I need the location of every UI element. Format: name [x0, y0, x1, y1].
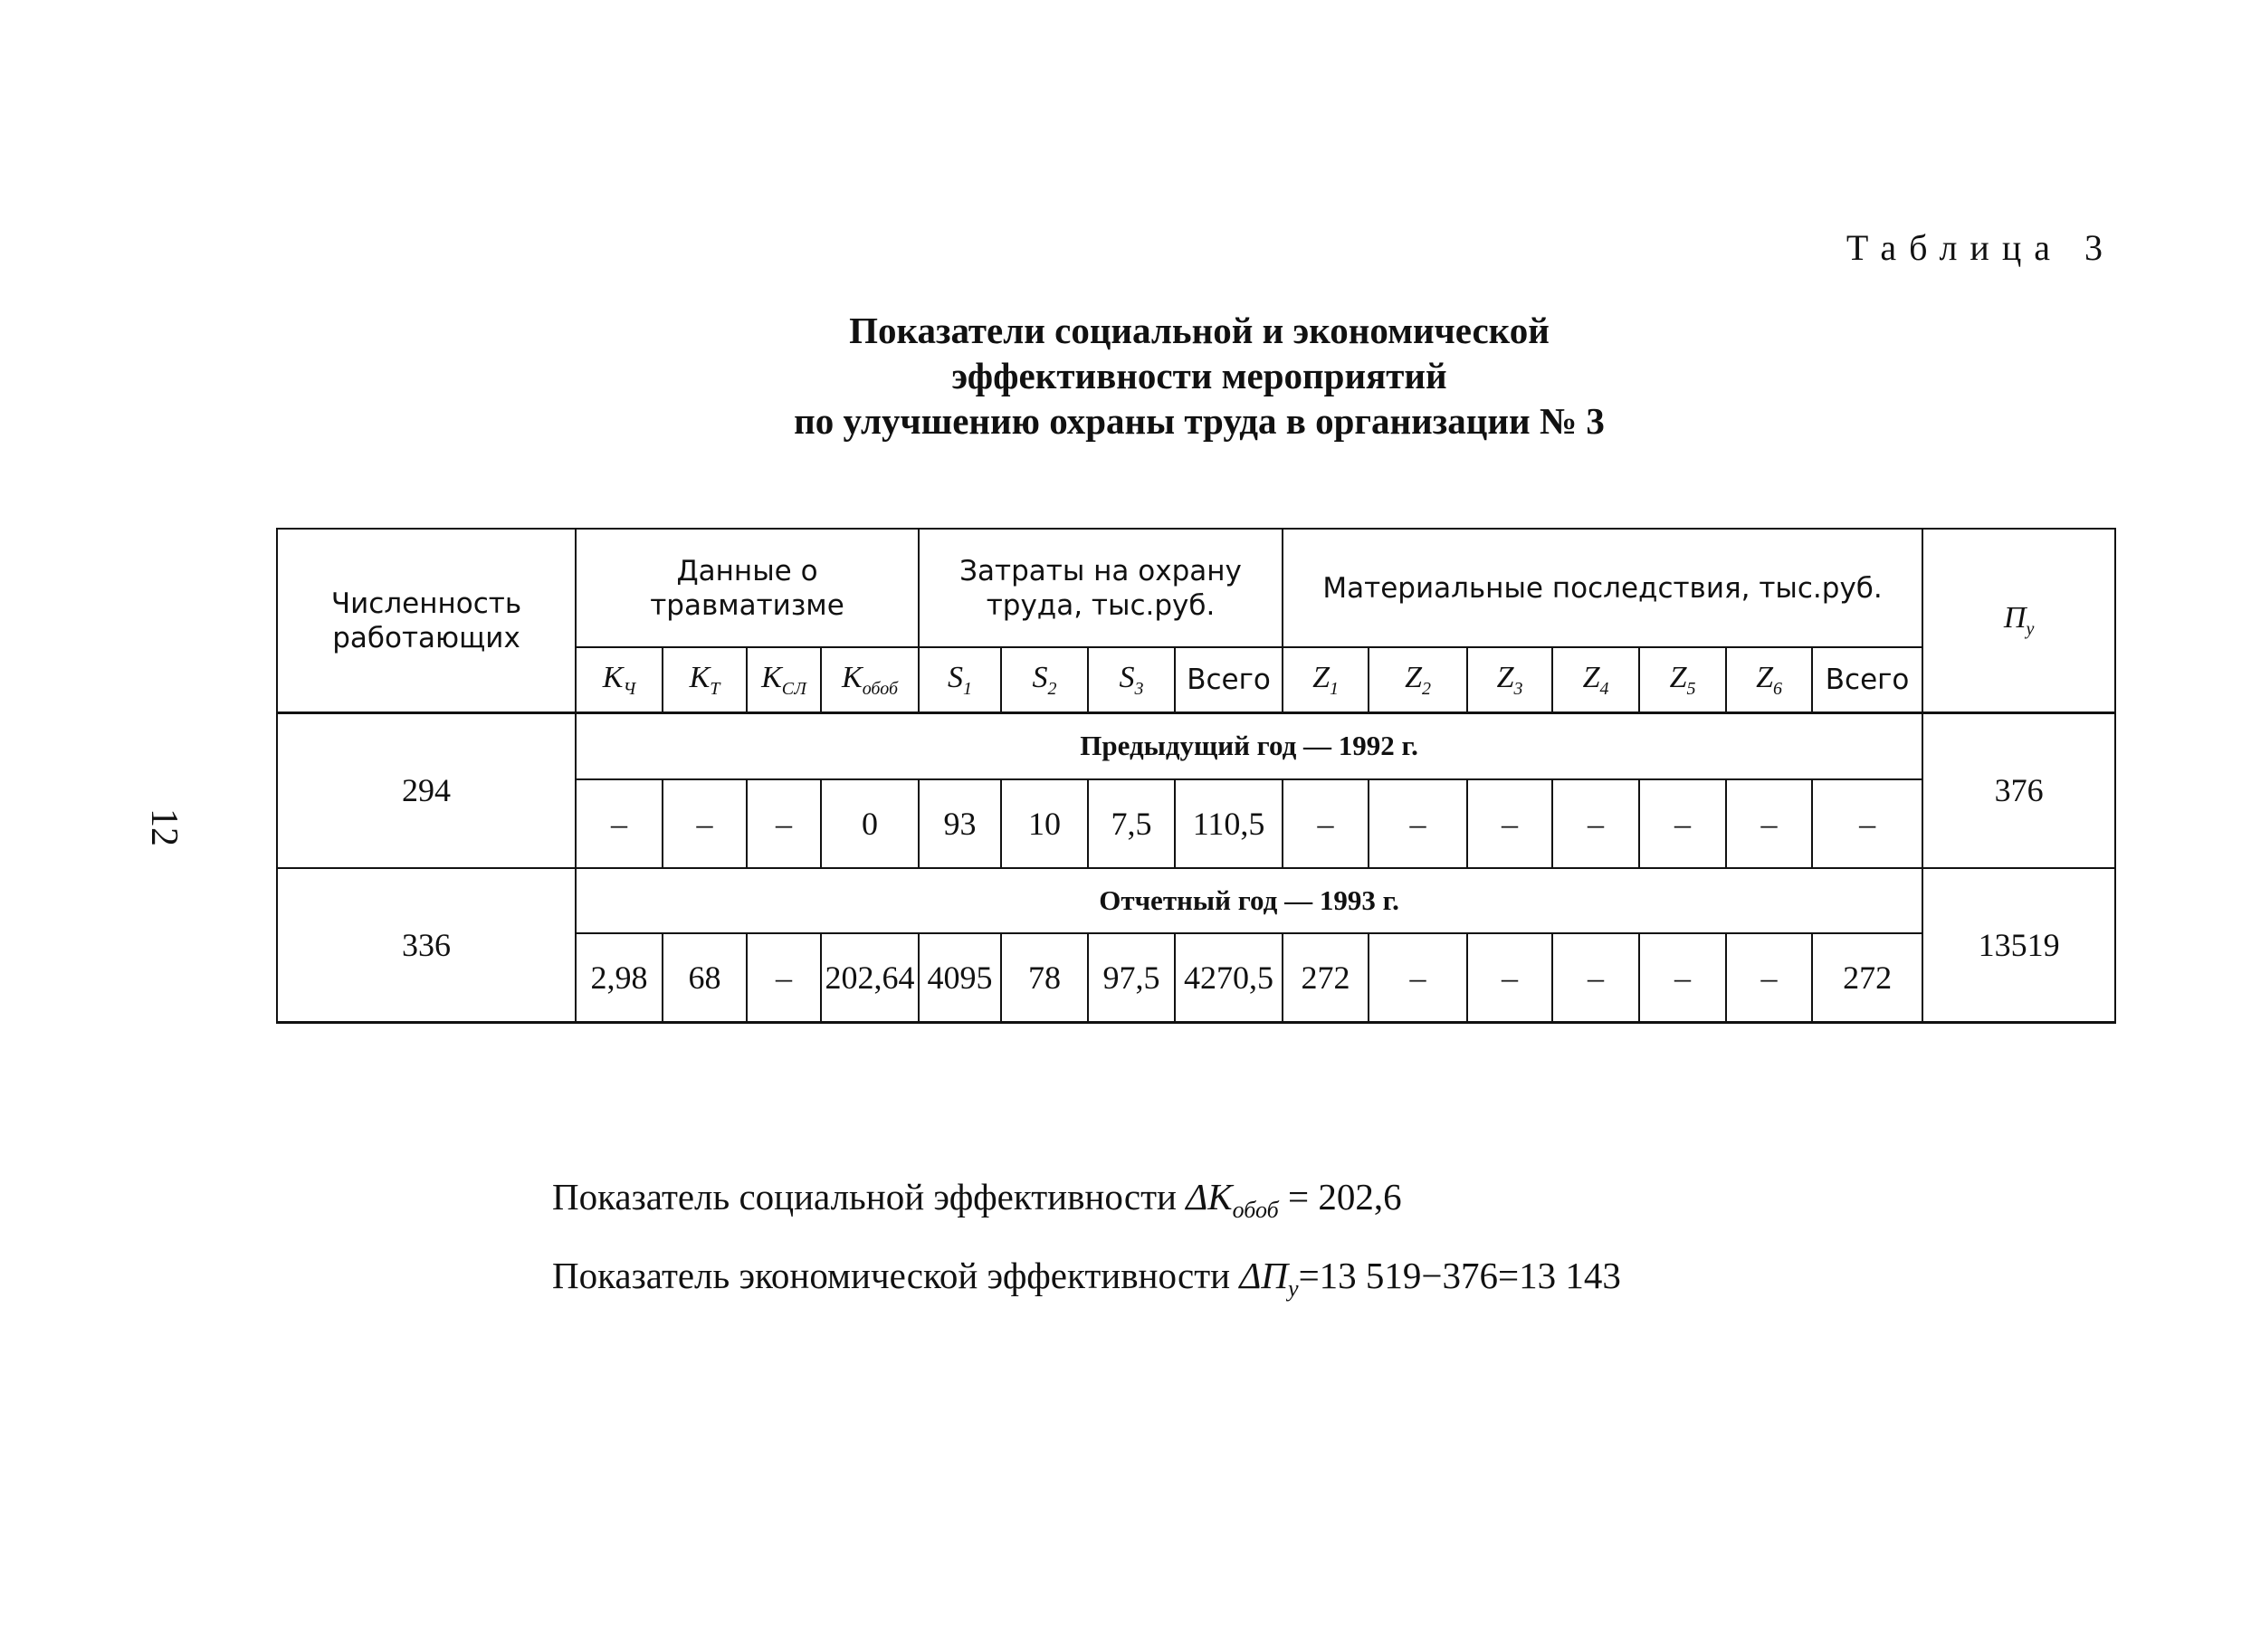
year-row	[277, 868, 2115, 934]
economic-efficiency-formula	[552, 1254, 1621, 1303]
formula-subscript: у	[1288, 1275, 1299, 1303]
header-consequences: Материальные последствия, тыс.руб.	[1283, 529, 1922, 647]
title-line: Показатели социальной и экономической	[849, 310, 1550, 351]
header-z4: $Z_4$	[1552, 647, 1639, 713]
formula-label: Показатель экономической эффективности	[552, 1255, 1231, 1296]
header-k-sl: $K_{СЛ}$	[747, 647, 821, 713]
staff-cell: 336	[277, 868, 576, 1023]
formula-value: = 202,6	[1288, 1176, 1402, 1218]
header-s2: $S_2$	[1001, 647, 1088, 713]
header-s3: $S_3$	[1088, 647, 1175, 713]
title-line: эффективности мероприятий	[951, 355, 1447, 396]
header-consequences-total: Всего	[1812, 647, 1922, 713]
s3-cell: 97,5	[1088, 933, 1175, 1022]
z5-cell: –	[1639, 779, 1726, 868]
k-sl-cell: –	[747, 933, 821, 1022]
py-subscript: у	[2026, 618, 2035, 639]
z4-cell: –	[1552, 933, 1639, 1022]
k-ch-cell: –	[576, 779, 663, 868]
k-ch-cell: 2,98	[576, 933, 663, 1022]
year-label: Отчетный год — 1993 г.	[576, 868, 1922, 934]
year-row	[277, 713, 2115, 779]
z1-cell: 272	[1283, 933, 1369, 1022]
page-number: 12	[143, 808, 185, 846]
header-staff: Численность работающих	[277, 529, 576, 713]
header-z6: $Z_6$	[1726, 647, 1812, 713]
formula-value: =13 519−376=13 143	[1298, 1255, 1621, 1296]
z3-cell: –	[1467, 779, 1552, 868]
k-sl-cell: –	[747, 779, 821, 868]
table-label: Таблица 3	[1846, 227, 2115, 268]
header-costs: Затраты на охрану труда, тыс.руб.	[919, 529, 1283, 647]
header-k-ch: $K_Ч$	[576, 647, 663, 713]
header-z3: $Z_3$	[1467, 647, 1552, 713]
formula-label: Показатель социальной эффективности	[552, 1176, 1177, 1218]
py-cell: 376	[1922, 713, 2115, 868]
z-total-cell: –	[1812, 779, 1922, 868]
year-label: Предыдущий год — 1992 г.	[576, 713, 1922, 779]
s1-cell: 4095	[919, 933, 1001, 1022]
z3-cell: –	[1467, 933, 1552, 1022]
py-cell: 13519	[1922, 868, 2115, 1023]
s3-cell: 7,5	[1088, 779, 1175, 868]
formula-symbol: ΔK	[1186, 1176, 1233, 1218]
s-total-cell: 4270,5	[1175, 933, 1283, 1022]
efficiency-table	[276, 528, 2116, 1024]
table-title	[634, 308, 1765, 444]
s2-cell: 10	[1001, 779, 1088, 868]
social-efficiency-formula	[552, 1175, 1402, 1224]
title-line: по улучшению охраны труда в организации № 3	[794, 400, 1605, 442]
k-obob-cell: 202,64	[821, 933, 919, 1022]
z2-cell: –	[1369, 933, 1467, 1022]
k-t-cell: 68	[663, 933, 747, 1022]
formula-symbol: ΔП	[1239, 1255, 1289, 1296]
header-py	[1922, 529, 2115, 713]
header-z5: $Z_5$	[1639, 647, 1726, 713]
z2-cell: –	[1369, 779, 1467, 868]
header-z2: $Z_2$	[1369, 647, 1467, 713]
py-symbol: П	[2003, 601, 2027, 635]
header-k-obob: $K_{обоб}$	[821, 647, 919, 713]
z1-cell: –	[1283, 779, 1369, 868]
header-row	[277, 529, 2115, 647]
z6-cell: –	[1726, 779, 1812, 868]
z6-cell: –	[1726, 933, 1812, 1022]
k-obob-cell: 0	[821, 779, 919, 868]
header-costs-total: Всего	[1175, 647, 1283, 713]
z-total-cell: 272	[1812, 933, 1922, 1022]
z5-cell: –	[1639, 933, 1726, 1022]
z4-cell: –	[1552, 779, 1639, 868]
header-k-t: $K_T$	[663, 647, 747, 713]
formula-subscript: обоб	[1232, 1197, 1279, 1224]
header-injury-data: Данные о травматизме	[576, 529, 919, 647]
s1-cell: 93	[919, 779, 1001, 868]
header-z1: $Z_1$	[1283, 647, 1369, 713]
s2-cell: 78	[1001, 933, 1088, 1022]
header-s1: $S_1$	[919, 647, 1001, 713]
s-total-cell: 110,5	[1175, 779, 1283, 868]
staff-cell: 294	[277, 713, 576, 868]
k-t-cell: –	[663, 779, 747, 868]
